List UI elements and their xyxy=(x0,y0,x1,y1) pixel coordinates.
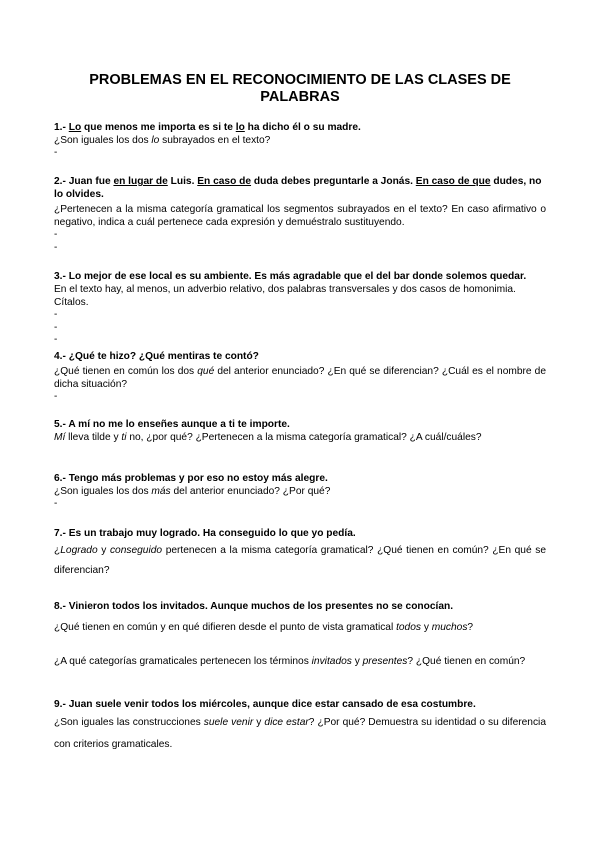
question-3-heading: 3.- Lo mejor de ese local es su ambiente. Es más agradable que el del bar donde solemos quedar. xyxy=(54,271,527,282)
question-6-heading: 6.- Tengo más problemas y por eso no estoy más alegre. xyxy=(54,473,328,484)
question-7-prompt: ¿Logrado y conseguido pertenecen a la misma categoría gramatical? ¿Qué tienen en común? ¿En qué se diferencian? xyxy=(54,545,546,576)
answer-line: - xyxy=(54,498,58,509)
question-5-heading: 5.- A mí no me lo enseñes aunque a ti te importe. xyxy=(54,419,290,430)
question-9-heading: 9.- Juan suele venir todos los miércoles, aunque dice estar cansado de esa costumbre. xyxy=(54,699,476,710)
question-1-heading: 1.- Lo que menos me importa es si te lo ha dicho él o su madre. xyxy=(54,122,361,133)
answer-line: - xyxy=(54,334,58,345)
question-8 xyxy=(54,600,546,668)
question-8-prompt-2: ¿A qué categorías gramaticales pertenecen los términos invitados y presentes? ¿Qué tienen en común? xyxy=(54,656,526,667)
question-1-prompt: ¿Son iguales los dos lo subrayados en el texto? xyxy=(54,135,271,146)
question-5-prompt: Mí lleva tilde y ti no, ¿por qué? ¿Pertenecen a la misma categoría gramatical? ¿A cuál/cuáles? xyxy=(54,432,482,443)
question-6-prompt: ¿Son iguales los dos más del anterior enunciado? ¿Por qué? xyxy=(54,486,331,497)
question-1 xyxy=(54,121,546,160)
question-7 xyxy=(54,527,546,581)
question-9 xyxy=(54,698,546,756)
question-2 xyxy=(54,175,546,254)
page-title: PROBLEMAS EN EL RECONOCIMIENTO DE LAS CLASES DE PALABRAS xyxy=(89,72,511,105)
question-4-prompt: ¿Qué tienen en común los dos qué del anterior enunciado? ¿En qué se diferencian? ¿Cuál es el nombre de dicha situación? xyxy=(54,366,547,390)
question-4-heading: 4.- ¿Qué te hizo? ¿Qué mentiras te contó? xyxy=(54,351,259,362)
question-5 xyxy=(54,418,546,444)
question-9-prompt: ¿Son iguales las construcciones suele venir y dice estar? ¿Por qué? Demuestra su identidad o su diferencia con criterios gramaticales. xyxy=(54,717,546,750)
question-2-heading: 2.- Juan fue en lugar de Luis. En caso de duda debes preguntarle a Jonás. En caso de que dudes, no lo olvides. xyxy=(54,176,542,200)
answer-line: - xyxy=(54,309,58,320)
question-7-heading: 7.- Es un trabajo muy logrado. Ha conseguido lo que yo pedía. xyxy=(54,528,356,539)
question-8-prompt-1: ¿Qué tienen en común y en qué difieren desde el punto de vista gramatical todos y muchos? xyxy=(54,622,474,633)
question-4 xyxy=(54,350,546,404)
answer-line: - xyxy=(54,241,58,253)
question-2-prompt: ¿Pertenecen a la misma categoría gramatical los segmentos subrayados en el texto? En caso afirmativo o negativo, indica a cuál pertenece cada expresión y demuéstralo sustituyendo. xyxy=(54,204,546,228)
question-3 xyxy=(54,270,546,347)
answer-line: - xyxy=(54,391,58,402)
question-3-prompt: En el texto hay, al menos, un adverbio relativo, dos palabras transversales y dos casos de homonimia. Cítalos. xyxy=(54,284,516,308)
question-6 xyxy=(54,472,546,511)
answer-line: - xyxy=(54,229,58,240)
answer-line: - xyxy=(54,321,58,333)
question-8-heading: 8.- Vinieron todos los invitados. Aunque muchos de los presentes no se conocían. xyxy=(54,601,454,612)
answer-line: - xyxy=(54,147,58,158)
